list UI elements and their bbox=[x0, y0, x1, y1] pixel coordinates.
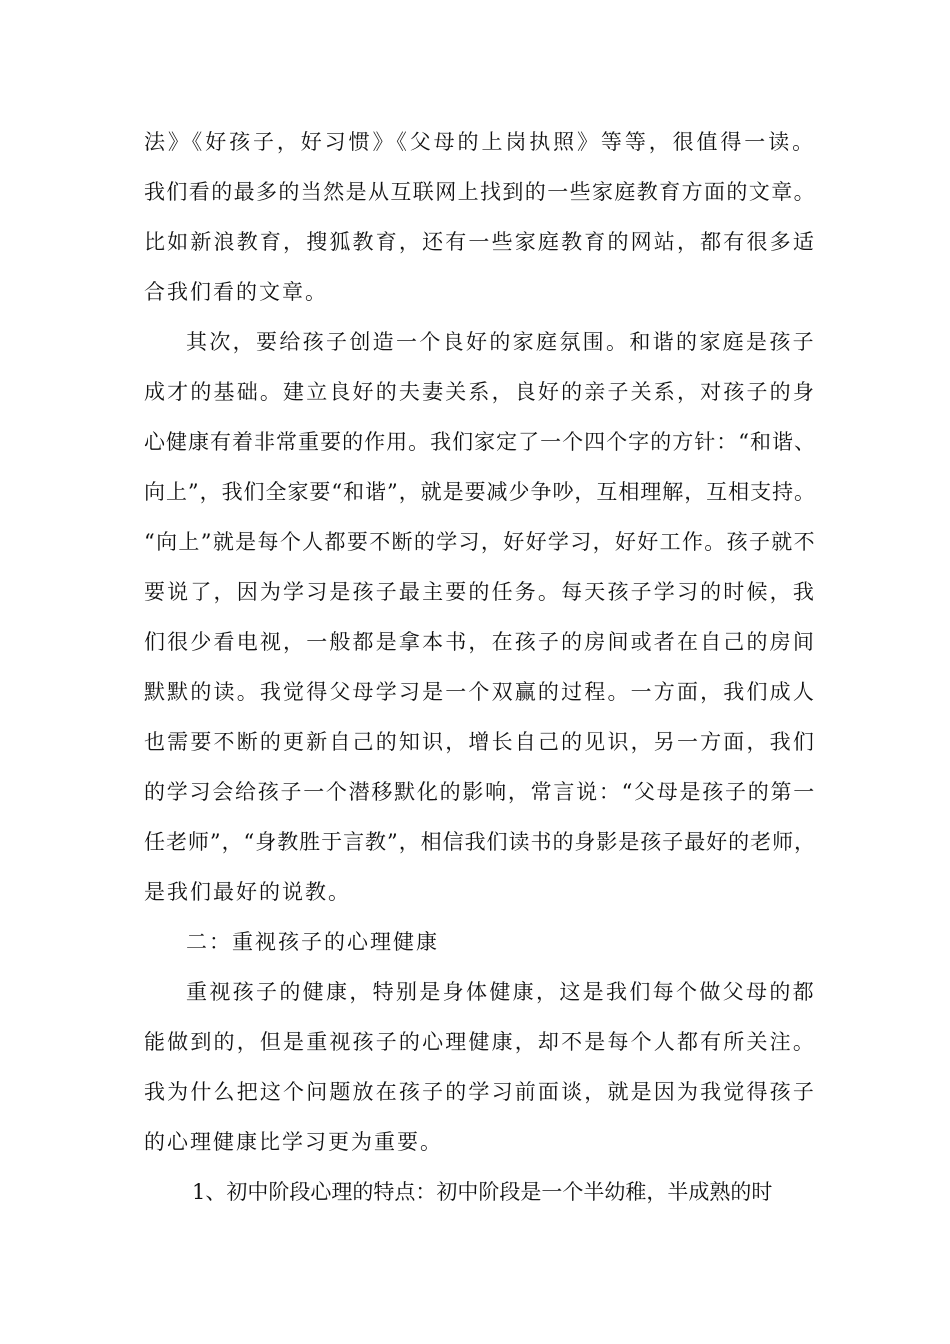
text-line: 能做到的，但是重视孩子的心理健康，却不是每个人都有所关注。 bbox=[144, 1030, 816, 1054]
text-line: 我为什么把这个问题放在孩子的学习前面谈，就是因为我觉得孩子 bbox=[144, 1080, 816, 1104]
text-line: 向上”，我们全家要“和谐”，就是要减少争吵，互相理解，互相支持。 bbox=[144, 480, 816, 504]
paragraph-first-line: 重视孩子的健康，特别是身体健康，这是我们每个做父母的都 bbox=[186, 980, 816, 1004]
text-line: 的心理健康比学习更为重要。 bbox=[144, 1130, 443, 1154]
text-line: 合我们看的文章。 bbox=[144, 280, 328, 304]
text-line: “向上”就是每个人都要不断的学习，好好学习，好好工作。孩子就不 bbox=[144, 530, 816, 554]
text-line: 们很少看电视，一般都是拿本书，在孩子的房间或者在自己的房间 bbox=[144, 630, 816, 654]
text-line: 任老师”，“身教胜于言教”，相信我们读书的身影是孩子最好的老师， bbox=[144, 830, 816, 854]
section-heading: 二：重视孩子的心理健康 bbox=[186, 930, 439, 954]
text-line: 的学习会给孩子一个潜移默化的影响，常言说：“父母是孩子的第一 bbox=[144, 780, 816, 804]
text-line: 要说了，因为学习是孩子最主要的任务。每天孩子学习的时候，我 bbox=[144, 580, 816, 604]
text-line: 我们看的最多的当然是从互联网上找到的一些家庭教育方面的文章。 bbox=[144, 180, 816, 204]
paragraph-first-line: 其次，要给孩子创造一个良好的家庭氛围。和谐的家庭是孩子 bbox=[186, 330, 816, 354]
text-line: 是我们最好的说教。 bbox=[144, 880, 351, 904]
text-line: 比如新浪教育，搜狐教育，还有一些家庭教育的网站，都有很多适 bbox=[144, 230, 816, 254]
text-line: 成才的基础。建立良好的夫妻关系，良好的亲子关系，对孩子的身 bbox=[144, 380, 816, 404]
text-line: 也需要不断的更新自己的知识，增长自己的见识，另一方面，我们 bbox=[144, 730, 816, 754]
document-body bbox=[144, 117, 816, 1217]
text-line: 默默的读。我觉得父母学习是一个双赢的过程。一方面，我们成人 bbox=[144, 680, 816, 704]
text-line: 法》《好孩子，好习惯》《父母的上岗执照》等等，很值得一读。 bbox=[144, 130, 816, 154]
numbered-item: 1、初中阶段心理的特点：初中阶段是一个半幼稚，半成熟的时 bbox=[192, 1180, 773, 1204]
text-line: 心健康有着非常重要的作用。我们家定了一个四个字的方针：“和谐、 bbox=[144, 430, 816, 454]
